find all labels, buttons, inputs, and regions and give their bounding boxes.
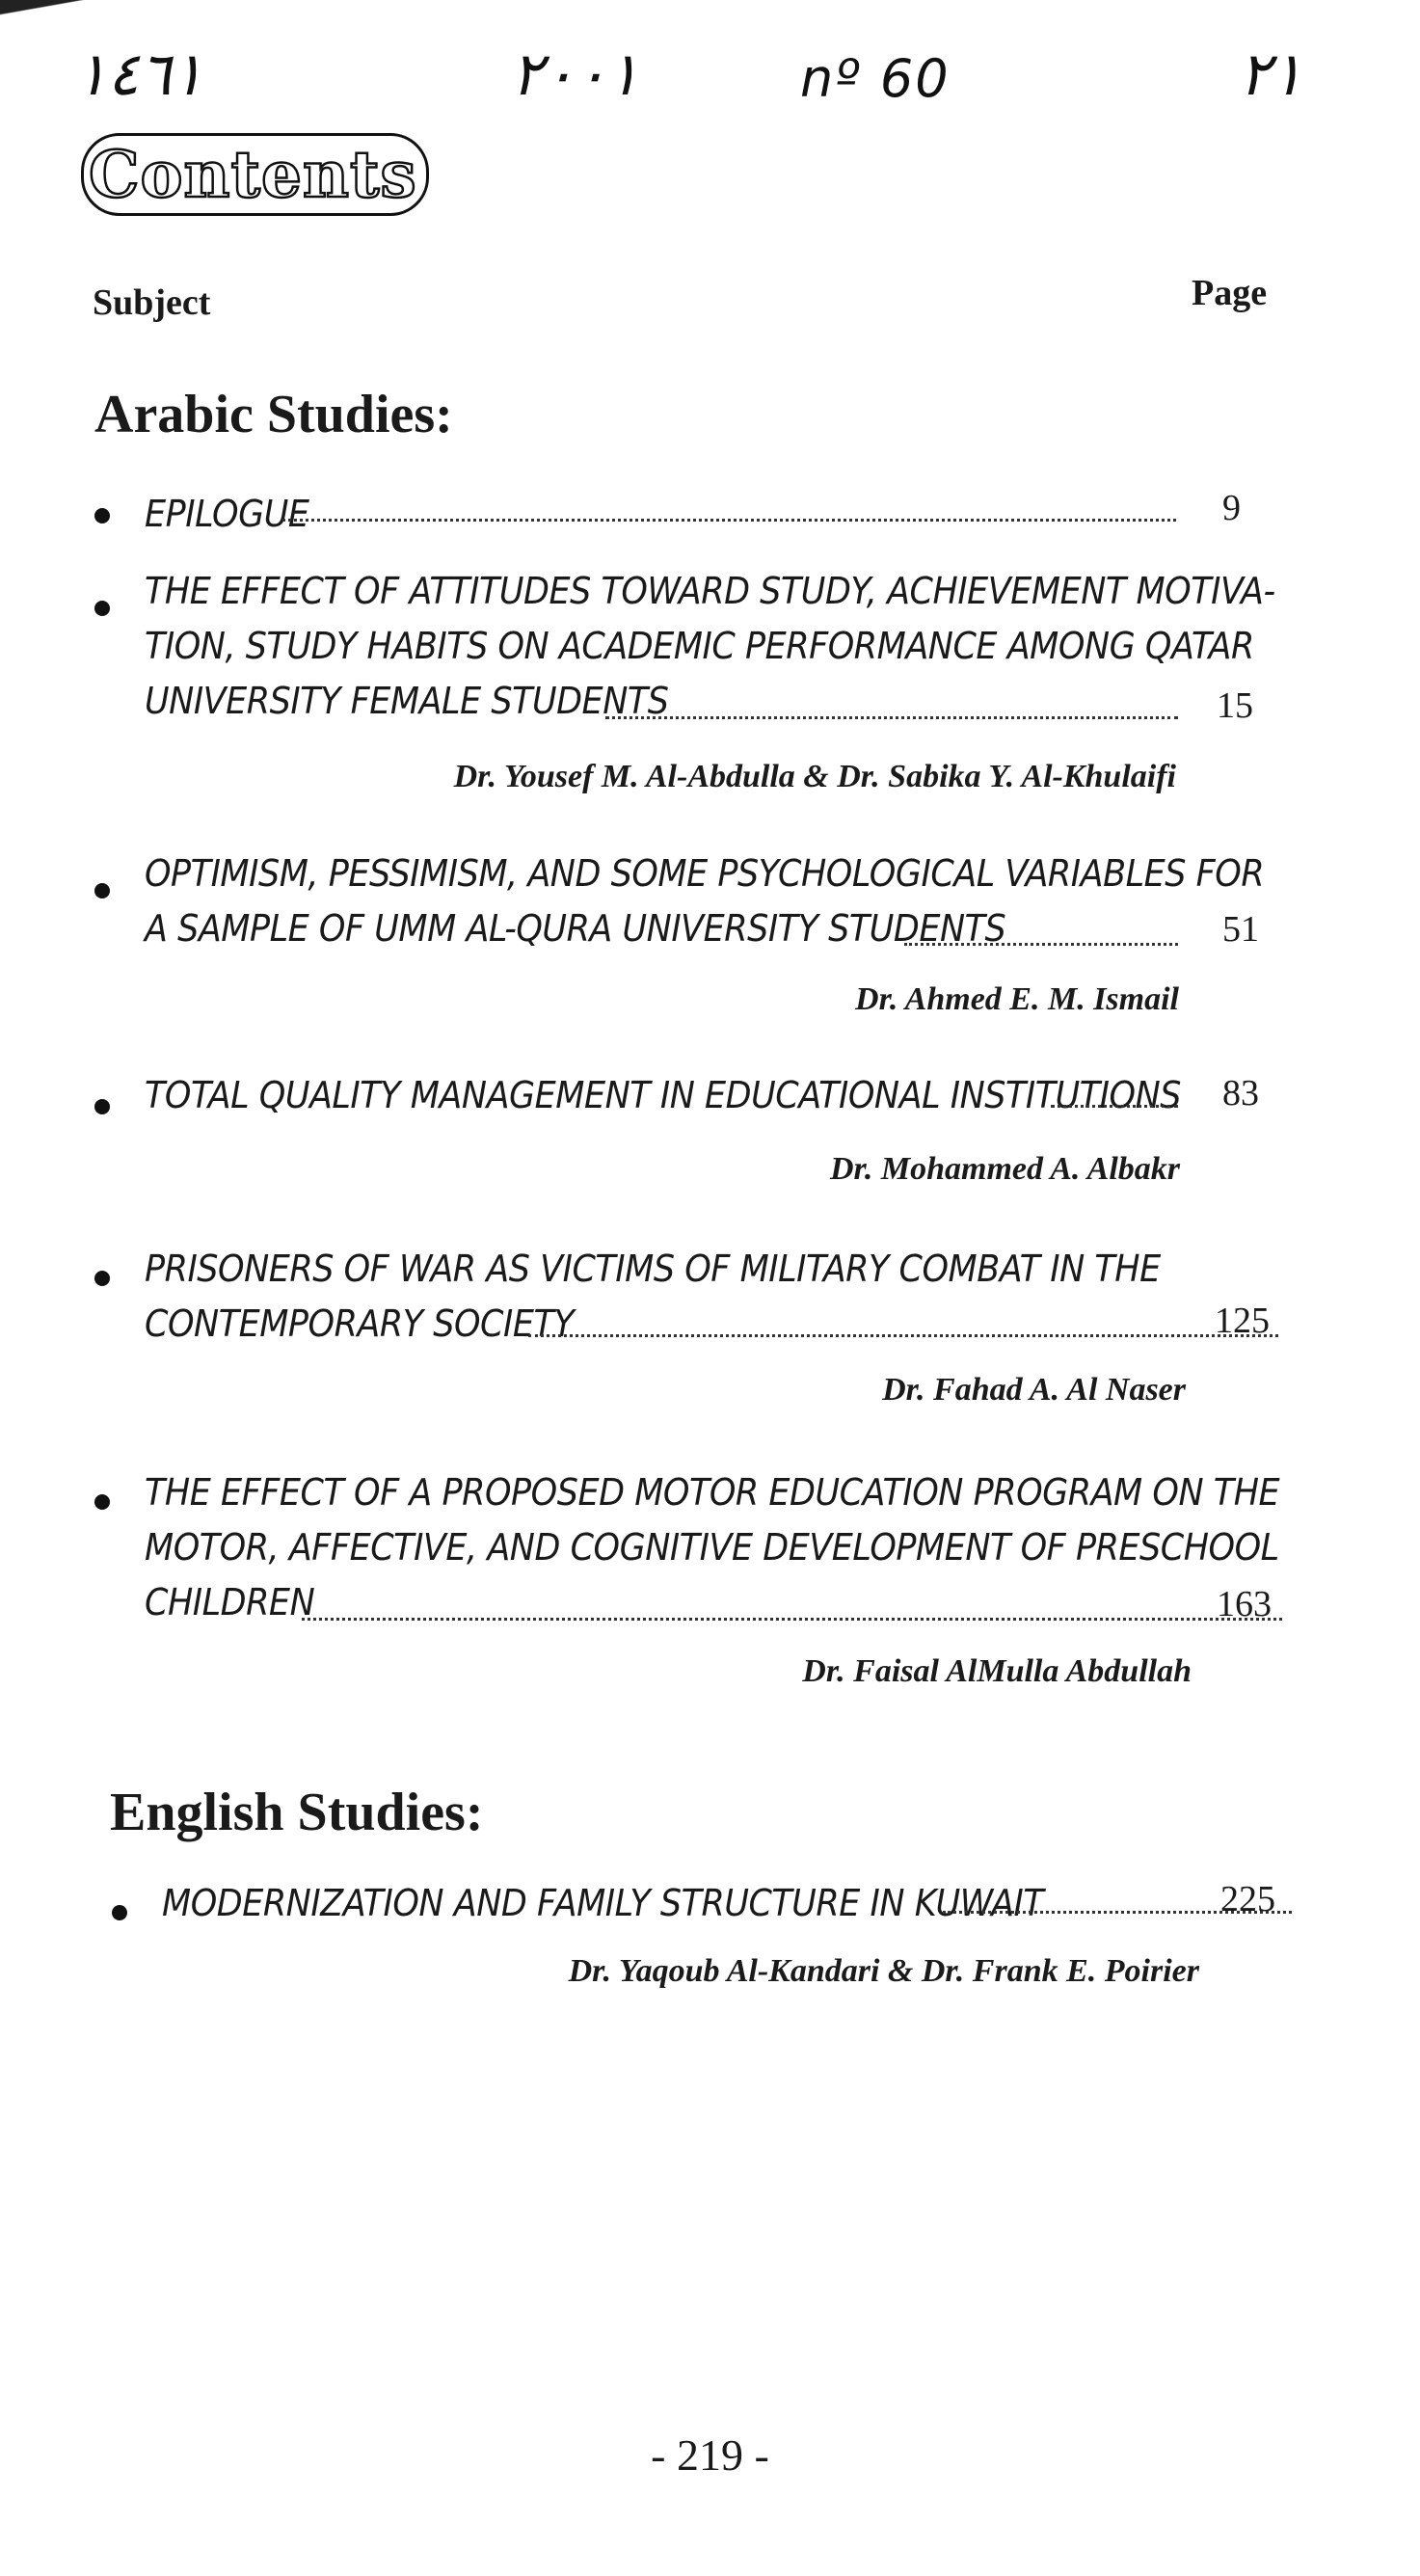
page-title-text: Contents (89, 137, 417, 212)
entry-author: Dr. Fahad A. Al Naser (882, 1372, 1186, 1408)
entry-page-number: 125 (1215, 1301, 1270, 1341)
entry-title-line: UNIVERSITY FEMALE STUDENTS (145, 680, 669, 722)
dot-leader (282, 519, 1176, 522)
dot-leader (528, 1334, 1278, 1337)
dot-leader (1051, 1105, 1178, 1108)
toc-entry (94, 1242, 1290, 1435)
bullet-icon (94, 1099, 110, 1114)
subject-column-label: Subject (93, 282, 211, 323)
bullet-icon (112, 1905, 127, 1920)
entry-author: Dr. Yousef M. Al-Abdulla & Dr. Sabika Y. Al-Khulaifi (453, 759, 1176, 794)
entry-author: Dr. Mohammed A. Albakr (829, 1151, 1180, 1187)
bullet-icon (94, 883, 110, 899)
toc-entry (94, 1068, 1290, 1203)
entry-author: Dr. Faisal AlMulla Abdullah (802, 1653, 1192, 1689)
entry-title-line: EPILOGUE (145, 493, 309, 535)
section-heading-english: English Studies: (110, 1783, 484, 1842)
toc-entry (94, 487, 1290, 545)
entry-page-number: 9 (1222, 488, 1241, 528)
entry-author: Dr. Yaqoub Al-Kandari & Dr. Frank E. Poirier (568, 1953, 1199, 1989)
entry-title (162, 1876, 1120, 1931)
section-heading-arabic: Arabic Studies: (94, 385, 453, 444)
entry-page-number: 51 (1222, 909, 1259, 950)
toc-entry (94, 564, 1290, 805)
entry-title-line: TION, STUDY HABITS ON ACADEMIC PERFORMANCE AMONG QATAR (145, 625, 1254, 667)
scan-corner-mark (0, 0, 106, 21)
page-number-footer: - 219 - (651, 2430, 769, 2480)
entry-title-line: CONTEMPORARY SOCIETY (145, 1302, 575, 1345)
entry-page-number: 15 (1217, 685, 1253, 726)
toc-entry (94, 846, 1290, 1039)
entry-title-line: THE EFFECT OF ATTITUDES TOWARD STUDY, ACHIEVEMENT MOTIVA- (145, 570, 1275, 612)
bullet-icon (94, 508, 110, 523)
handwritten-mark: ٢١ (1239, 39, 1303, 109)
entry-title-line: A SAMPLE OF UMM AL-QURA UNIVERSITY STUDENTS (145, 907, 1006, 950)
bullet-icon (94, 1494, 110, 1510)
entry-page-number: 163 (1217, 1584, 1272, 1624)
entry-title-line: MODERNIZATION AND FAMILY STRUCTURE IN KUWAIT (162, 1882, 1044, 1924)
dot-leader (904, 943, 1178, 946)
entry-title-line: OPTIMISM, PESSIMISM, AND SOME PSYCHOLOGICAL VARIABLES FOR (145, 852, 1265, 895)
entry-title-line: CHILDREN (145, 1581, 315, 1623)
dot-leader (605, 716, 1178, 719)
toc-entry (94, 1465, 1290, 1706)
bullet-icon (94, 1271, 110, 1286)
entry-page-number: 83 (1222, 1073, 1259, 1114)
handwritten-mark: ١٤٦١ (75, 39, 204, 109)
toc-entry (112, 1876, 1307, 2001)
dot-leader (302, 1618, 1282, 1621)
bullet-icon (94, 601, 110, 616)
page-title (89, 137, 417, 212)
handwritten-mark: nº 60 (800, 48, 951, 109)
title-oval (81, 133, 429, 216)
page-column-label: Page (1192, 273, 1268, 313)
entry-page-number: 225 (1220, 1879, 1275, 1919)
entry-title-line: THE EFFECT OF A PROPOSED MOTOR EDUCATION PROGRAM ON THE (145, 1471, 1280, 1514)
entry-title (145, 487, 1103, 542)
entry-title-line: PRISONERS OF WAR AS VICTIMS OF MILITARY COMBAT IN THE (145, 1248, 1161, 1290)
entry-title-line: TOTAL QUALITY MANAGEMENT IN EDUCATIONAL INSTITUTIONS (145, 1074, 1182, 1116)
entry-title-line: MOTOR, AFFECTIVE, AND COGNITIVE DEVELOPMENT OF PRESCHOOL (145, 1526, 1279, 1569)
handwritten-mark: ٢٠٠١ (511, 39, 640, 109)
entry-author: Dr. Ahmed E. M. Ismail (855, 981, 1179, 1017)
entry-title (145, 1068, 1182, 1123)
